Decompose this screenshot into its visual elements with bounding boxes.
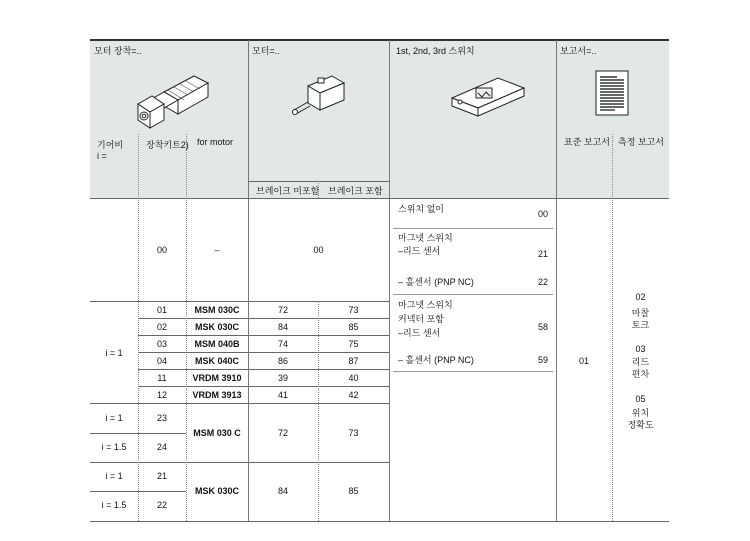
report-option-line2: 정확도 (627, 420, 654, 430)
switch-hall2-label: – 홀센서 (PNP NC) (398, 355, 474, 365)
table-row-brake: 75 (348, 339, 359, 349)
report-document-icon (595, 70, 629, 116)
header-brake-without: 브레이크 미포함 (256, 186, 320, 196)
switch-rule-3 (393, 371, 553, 372)
row-rule-3 (138, 352, 389, 353)
table-row-no-brake: 74 (277, 339, 288, 349)
switch-mag2-label: 마그넷 스위치 (398, 300, 453, 310)
table-row-motor: MSK 030C (194, 322, 239, 332)
switch-none-label: 스위치 없이 (398, 204, 444, 214)
report-option-line2: 편차 (631, 369, 650, 379)
gear-group-motor: MSK 030C (194, 486, 239, 496)
first-block-motor: – (214, 245, 220, 255)
col-divider-report (556, 40, 557, 521)
header-bottom-rule (90, 198, 669, 199)
table-row-no-brake: 84 (277, 322, 288, 332)
switch-hall2-code: 59 (538, 355, 549, 365)
switch-conn-label: 커넥터 포함 (398, 314, 444, 324)
table-row-brake: 85 (348, 322, 359, 332)
header-std-report: 표준 보고서 (564, 137, 610, 147)
row-rule-2 (138, 335, 389, 336)
row-rule-1 (138, 318, 389, 319)
table-row-kit: 02 (156, 322, 167, 332)
header-switch: 1st, 2nd, 3rd 스위치 (396, 46, 475, 56)
report-option-code: 02 (635, 292, 646, 302)
table-row-motor: VRDM 3910 (192, 373, 242, 383)
gear-group-kit-a: 23 (156, 413, 167, 423)
table-row-motor: MSM 040B (194, 339, 240, 349)
report-std-code: 01 (578, 356, 589, 366)
first-block-rule (90, 301, 389, 302)
table-row-motor: VRDM 3913 (192, 390, 242, 400)
gear-group-kit-b: 22 (156, 500, 167, 510)
header-report: 보고서=.. (560, 46, 597, 56)
gear-group-no-brake: 84 (277, 486, 288, 496)
report-option-line1: 마찰 (631, 308, 650, 318)
motor-drawing (288, 72, 348, 122)
table-row-no-brake: 39 (277, 373, 288, 383)
table-row-brake: 42 (348, 390, 359, 400)
gear-group-motor: MSM 030 C (193, 428, 241, 438)
row-rule-5 (138, 386, 389, 387)
gear-group-ratio-a: i = 1 (105, 413, 123, 423)
report-option-line1: 위치 (631, 408, 650, 418)
table-row-motor: MSM 030C (194, 305, 240, 315)
table-row-no-brake: 86 (277, 356, 288, 366)
gear-group-ratio-b: i = 1.5 (101, 442, 127, 452)
top-rule (90, 39, 669, 41)
switch-reed-label: –리드 센서 (398, 246, 441, 256)
switch-drawing (448, 74, 528, 120)
switch-reed-code: 21 (538, 249, 549, 259)
table-row-kit: 04 (156, 356, 167, 366)
header-mount-kit: 장착키트2) (146, 140, 189, 150)
report-option-code: 03 (635, 344, 646, 354)
report-option-code: 05 (635, 394, 646, 404)
report-option-line2: 토크 (631, 320, 650, 330)
header-brake-with: 브레이크 포함 (328, 186, 383, 196)
gear-group-brake: 85 (348, 486, 359, 496)
switch-reed2-code: 58 (538, 322, 549, 332)
table-row-kit: 03 (156, 339, 167, 349)
gear-group-kit-b: 24 (156, 442, 167, 452)
ratio-group-label: i = 1 (105, 348, 123, 358)
first-block-kit: 00 (156, 245, 167, 255)
gear-group-kit-a: 21 (156, 471, 167, 481)
table-row-no-brake: 41 (277, 390, 288, 400)
header-gear-ratio-sub: i = (97, 151, 107, 161)
table-row-kit: 12 (156, 390, 167, 400)
switch-mag-label: 마그넷 스위치 (398, 233, 453, 243)
report-option-line1: 리드 (631, 357, 650, 367)
first-block-code: 00 (313, 245, 324, 255)
row-rule-4 (138, 369, 389, 370)
header-motor-mount: 모터 장착=.. (94, 46, 142, 56)
switch-rule-1 (393, 228, 553, 229)
gear-group-rule (90, 462, 389, 463)
table-row-kit: 11 (157, 373, 167, 383)
bottom-rule (90, 521, 669, 522)
col-divider-switch (389, 40, 390, 521)
switch-none-code: 00 (538, 209, 549, 219)
header-motor: 모터=.. (252, 46, 280, 56)
motor-flange-drawing (128, 70, 210, 130)
switch-reed2-label: –리드 센서 (398, 328, 441, 338)
gear-group-brake: 73 (348, 428, 359, 438)
col-divider-motor (248, 40, 249, 521)
header-for-motor: for motor (197, 137, 234, 147)
table-row-brake: 40 (348, 373, 359, 383)
gear-group-no-brake: 72 (277, 428, 288, 438)
table-row-brake: 87 (348, 356, 359, 366)
gear-group-ratio-b: i = 1.5 (101, 500, 127, 510)
table-row-kit: 01 (156, 305, 167, 315)
table-row-motor: MSK 040C (194, 356, 239, 366)
header-gear-ratio: 기어비 (97, 140, 124, 150)
switch-hall-label: – 홀센서 (PNP NC) (398, 277, 474, 287)
table-row-brake: 73 (348, 305, 359, 315)
switch-hall-code: 22 (538, 277, 549, 287)
gear-group-ratio-a: i = 1 (105, 471, 123, 481)
header-measure-report: 측정 보고서 (618, 137, 664, 147)
switch-rule-2 (393, 294, 553, 295)
table-row-no-brake: 72 (277, 305, 288, 315)
ratio-group-rule (90, 403, 389, 404)
